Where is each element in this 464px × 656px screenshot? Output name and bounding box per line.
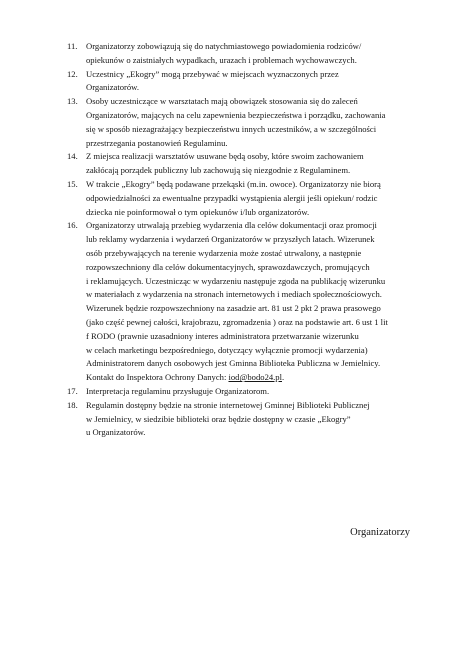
item-line: rozpowszechniony dla celów dokumentacyjnych, sprawozdawczych, promujących: [86, 261, 370, 272]
item-line: opiekunów o zaistniałych wypadkach, urazach i problemach wychowawczych.: [86, 54, 357, 65]
item-line: Interpretacja regulaminu przysługuje Organizatorom.: [86, 385, 270, 396]
item-line: w celach marketingu bezpośredniego, dotyczący wyłącznie promocji wydarzenia): [86, 344, 368, 355]
item-number: 12.: [67, 68, 78, 79]
item-line: Organizatorów.: [86, 82, 139, 93]
item-line: się w sposób niezagrażający bezpieczeństwu innych uczestników, a w szczególności: [86, 123, 377, 134]
contact-line: [86, 371, 412, 385]
list-item: [67, 40, 412, 68]
item-line: f RODO (prawnie uzasadniony interes administratora przetwarzanie wizerunku: [86, 330, 359, 341]
item-line: Z miejsca realizacji warsztatów usuwane będą osoby, które swoim zachowaniem: [86, 151, 364, 162]
item-line: Regulamin dostępny będzie na stronie internetowej Gminnej Biblioteki Publicznej: [86, 399, 370, 410]
item-number: 16.: [67, 220, 78, 231]
list-item: [67, 219, 412, 385]
item-line: w Jemielnicy, w siedzibie biblioteki oraz będzie dostępny w czasie „Ekogry”: [86, 413, 351, 424]
item-line: zakłócają porządek publiczny lub zachowują się niezgodnie z Regulaminem.: [86, 165, 351, 176]
contact-email-link[interactable]: iod@bodo24.pl: [228, 372, 282, 383]
item-line: (jako część pewnej całości, krajobrazu, zgromadzenia ) oraz na podstawie art. 6 ust 1 lit: [86, 316, 388, 327]
list-item: [67, 178, 412, 219]
item-number: 13.: [67, 96, 78, 107]
item-line: odpowiedzialności za ewentualne przypadki wystąpienia alergii jeśli opiekun/ rodzic: [86, 192, 378, 203]
item-line: dziecka nie poinformował o tym opiekunów i/lub organizatorów.: [86, 206, 310, 217]
item-number: 11.: [67, 41, 78, 51]
list-item: [67, 385, 412, 399]
item-number: 18.: [67, 399, 78, 410]
contact-end: .: [282, 372, 285, 383]
item-line: Organizatorów, mających na celu zapewnienia bezpieczeństwa i porządku, zachowania: [86, 109, 386, 120]
regulations-list: [67, 40, 412, 440]
item-line: w materiałach z wydarzenia na stronach internetowych i mediach społecznościowych.: [86, 289, 382, 300]
list-item: [67, 68, 412, 96]
item-line: i reklamujących. Uczestnicząc w wydarzeniu następuje zgoda na publikację wizerunku: [86, 275, 386, 286]
item-line: Organizatorzy utrwalają przebieg wydarzenia dla celów dokumentacji oraz promocji: [86, 220, 377, 231]
item-line: Administratorem danych osobowych jest Gminna Biblioteka Publiczna w Jemielnicy.: [86, 358, 381, 369]
list-item: [67, 95, 412, 150]
item-line: przestrzegania postanowień Regulaminu.: [86, 137, 228, 148]
item-number: 14.: [67, 151, 78, 162]
item-line: Organizatorzy zobowiązują się do natychmiastowego powiadomienia rodziców/: [86, 41, 362, 51]
item-line: osób przebywających na terenie wydarzenia może zostać utrwalony, a następnie: [86, 247, 362, 258]
item-line: Wizerunek będzie rozpowszechniony na zasadzie art. 81 ust 2 pkt 2 prawa prasowego: [86, 303, 381, 314]
signature: Organizatorzy: [350, 527, 410, 538]
list-item: [67, 399, 412, 440]
item-number: 15.: [67, 178, 78, 189]
item-line: Uczestnicy „Ekogry” mogą przebywać w miejscach wyznaczonych przez: [86, 68, 339, 79]
list-item: [67, 150, 412, 178]
item-line: W trakcie „Ekogry” będą podawane przekąski (m.in. owoce). Organizatorzy nie biorą: [86, 178, 381, 189]
item-line: u Organizatorów.: [86, 427, 146, 438]
item-line: Osoby uczestniczące w warsztatach mają obowiązek stosowania się do zaleceń: [86, 96, 358, 107]
contact-label: Kontakt do Inspektora Ochrony Danych:: [86, 372, 229, 383]
item-number: 17.: [67, 385, 78, 396]
item-line: lub reklamy wydarzenia i wydarzeń Organizatorów w przyszłych latach. Wizerunek: [86, 234, 375, 245]
